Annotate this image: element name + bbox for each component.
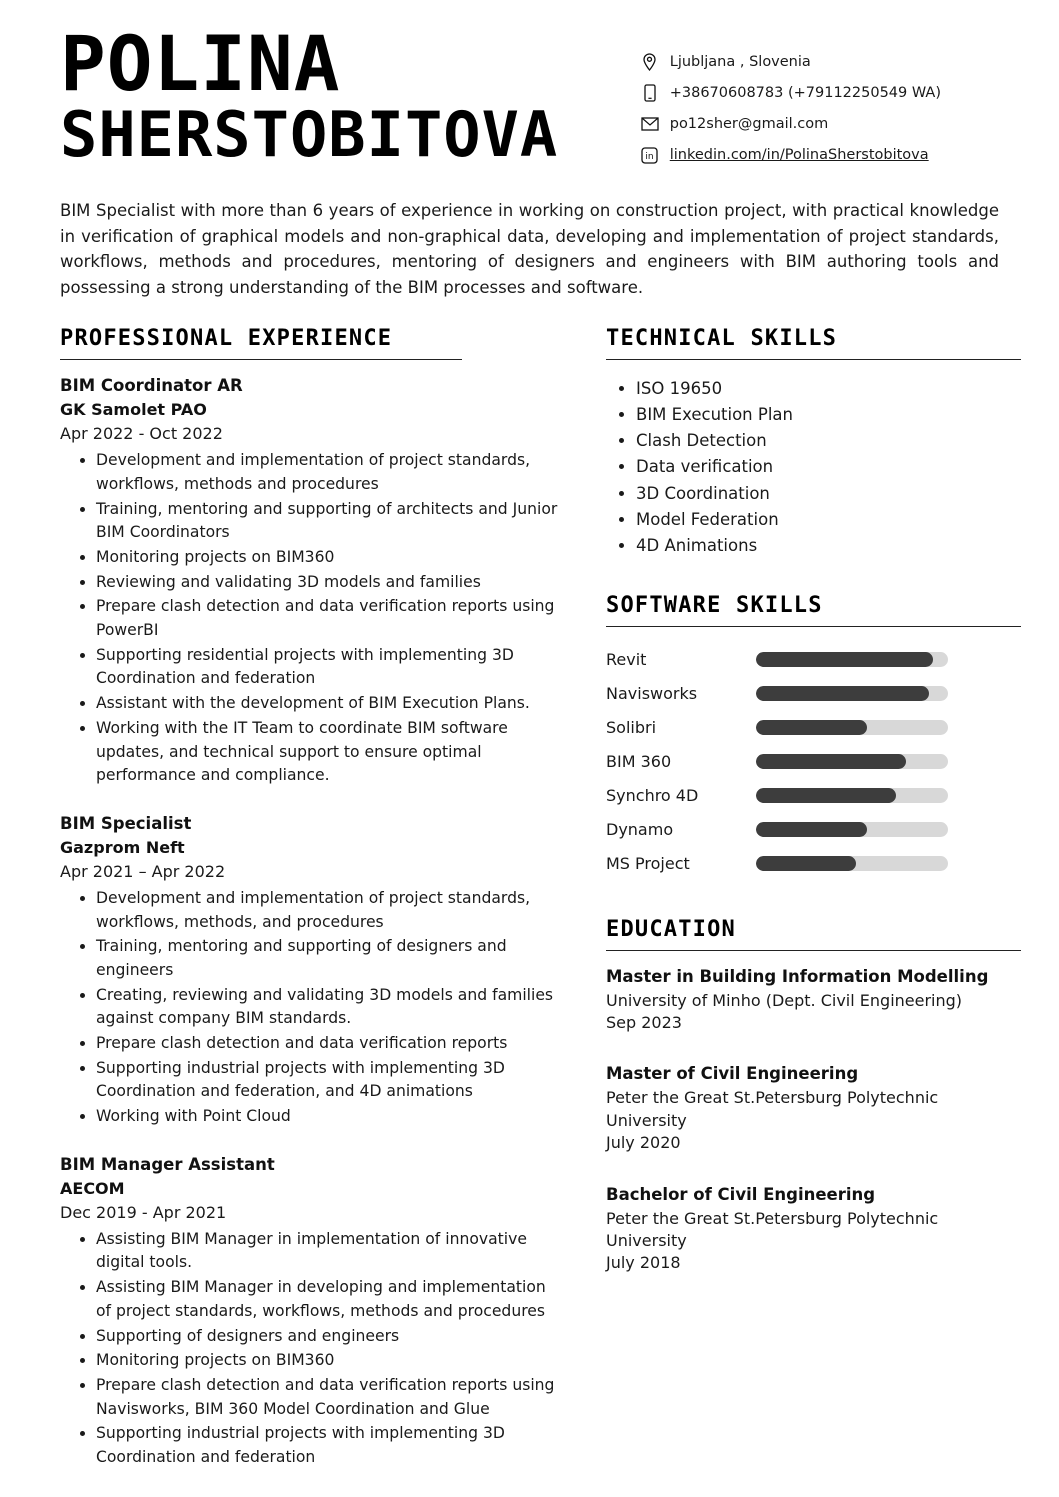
job-bullet: • Prepare clash detection and data verification reports [96, 1032, 562, 1056]
technical-skill-item: • 3D Coordination [636, 481, 1021, 507]
software-skill-fill [756, 856, 856, 871]
contact-phone-text: +38670608783 (+79112250549 WA) [669, 84, 941, 101]
software-skills-list [606, 643, 1021, 881]
contact-location [640, 52, 941, 72]
section-divider [606, 950, 1021, 951]
education-school: University of Minho (Dept. Civil Engineering) [606, 990, 963, 1010]
software-skill-fill [756, 686, 929, 701]
education-item [606, 1185, 1021, 1275]
software-skill-name: Dynamo [606, 820, 674, 840]
job-bullet: • Assisting BIM Manager in implementation of innovative digital tools. [96, 1228, 562, 1275]
education-item [606, 1064, 1021, 1154]
experience-item [60, 1155, 562, 1470]
section-divider [60, 359, 462, 360]
software-skill-fill [756, 822, 867, 837]
software-skill-row [606, 677, 1021, 711]
profile-summary: BIM Specialist with more than 6 years of experience in working on construction project, with practical knowledge in verification of graphical models and non-graphical data, developing and implementation of project standards, workflows, methods and procedures, mentoring of designers and engineers with BIM authoring tools and possessing a strong understanding of the BIM processes and software. [60, 201, 999, 297]
software-skill-fill [756, 652, 933, 667]
job-bullet: • Working with Point Cloud [96, 1105, 562, 1129]
section-title-technical-skills: TECHNICAL SKILLS [606, 326, 838, 352]
experience-item [60, 376, 562, 788]
job-bullet: • Development and implementation of project standards, workflows, methods and procedures [96, 449, 562, 496]
job-title: BIM Manager Assistant [60, 1154, 275, 1174]
job-title: BIM Specialist [60, 813, 192, 833]
software-skill-bar [756, 720, 948, 735]
software-skill-fill [756, 754, 906, 769]
section-title-experience: PROFESSIONAL EXPERIENCE [60, 326, 393, 352]
technical-skill-item: • Model Federation [636, 507, 1021, 533]
technical-skill-item: • Clash Detection [636, 428, 1021, 454]
technical-skill-item: • ISO 19650 [636, 376, 1021, 402]
job-dates: Apr 2021 – Apr 2022 [60, 861, 226, 881]
job-bullets [60, 887, 562, 1129]
left-column [60, 326, 562, 1495]
contact-phone [640, 83, 941, 103]
technical-skills-list [606, 376, 1021, 558]
job-bullet: • Supporting residential projects with implementing 3D Coordination and federation [96, 644, 562, 691]
candidate-name [60, 19, 559, 171]
section-divider [606, 626, 1021, 627]
job-bullet: • Reviewing and validating 3D models and families [96, 571, 562, 595]
contact-linkedin[interactable] [640, 145, 941, 165]
education-degree: Master in Building Information Modelling [606, 966, 989, 986]
software-skill-bar [756, 822, 948, 837]
education-degree: Bachelor of Civil Engineering [606, 1184, 876, 1204]
svg-text:in: in [645, 151, 654, 162]
job-company: GK Samolet PAO [60, 400, 207, 420]
software-skill-name: Revit [606, 650, 647, 670]
linkedin-icon [640, 145, 660, 165]
software-skill-row [606, 745, 1021, 779]
job-bullet: • Prepare clash detection and data verification reports using PowerBI [96, 595, 562, 642]
software-skill-name: MS Project [606, 854, 690, 874]
software-skill-name: BIM 360 [606, 752, 672, 772]
job-dates: Apr 2022 - Oct 2022 [60, 424, 223, 444]
phone-icon [640, 83, 660, 103]
software-skill-fill [756, 788, 896, 803]
education-degree: Master of Civil Engineering [606, 1064, 859, 1084]
first-name: POLINA [60, 19, 341, 108]
job-bullet: • Development and implementation of project standards, workflows, methods, and procedures [96, 887, 562, 934]
section-title-software-skills: SOFTWARE SKILLS [606, 592, 823, 618]
contact-location-text: Ljubljana , Slovenia [669, 53, 811, 70]
contact-email [640, 114, 941, 134]
software-skill-bar [756, 754, 948, 769]
job-title: BIM Coordinator AR [60, 376, 243, 396]
section-title-education: EDUCATION [606, 916, 737, 942]
technical-skill-item: • BIM Execution Plan [636, 402, 1021, 428]
job-bullet: • Monitoring projects on BIM360 [96, 546, 562, 570]
last-name: SHERSTOBITOVA [60, 97, 559, 171]
education-item [606, 967, 1021, 1035]
envelope-icon [640, 114, 660, 134]
software-skill-name: Synchro 4D [606, 786, 699, 806]
education-date: July 2020 [606, 1133, 681, 1153]
software-skill-row [606, 779, 1021, 813]
body-columns [60, 326, 999, 1495]
job-bullet: • Training, mentoring and supporting of designers and engineers [96, 935, 562, 982]
education-date: Sep 2023 [606, 1013, 682, 1033]
software-skill-name: Solibri [606, 718, 657, 738]
contact-email-text: po12sher@gmail.com [669, 115, 829, 132]
section-divider [606, 359, 1021, 360]
job-bullet: • Monitoring projects on BIM360 [96, 1349, 562, 1373]
software-skill-bar [756, 686, 948, 701]
job-bullet: • Supporting industrial projects with implementing 3D Coordination and federation, and 4D animations [96, 1057, 562, 1104]
job-company: Gazprom Neft [60, 837, 185, 857]
job-company: AECOM [60, 1178, 125, 1198]
software-skill-bar [756, 652, 948, 667]
software-skill-row [606, 643, 1021, 677]
technical-skill-item: • 4D Animations [636, 533, 1021, 559]
job-bullet: • Training, mentoring and supporting of architects and Junior BIM Coordinators [96, 498, 562, 545]
software-skill-bar [756, 856, 948, 871]
education-school: Peter the Great St.Petersburg Polytechnic University [606, 1208, 939, 1251]
technical-skill-item: • Data verification [636, 454, 1021, 480]
job-bullet: • Creating, reviewing and validating 3D models and families against company BIM standards. [96, 984, 562, 1031]
contact-linkedin-link[interactable]: linkedin.com/in/PolinaSherstobitova [669, 146, 929, 163]
experience-item [60, 814, 562, 1129]
job-bullet: • Assistant with the development of BIM Execution Plans. [96, 692, 562, 716]
software-skill-fill [756, 720, 867, 735]
job-bullets [60, 1228, 562, 1470]
education-date: July 2018 [606, 1253, 681, 1273]
software-skill-row [606, 813, 1021, 847]
right-column [606, 326, 1021, 1495]
software-skill-bar [756, 788, 948, 803]
software-skill-row [606, 847, 1021, 881]
job-bullet: • Supporting of designers and engineers [96, 1325, 562, 1349]
job-dates: Dec 2019 - Apr 2021 [60, 1202, 227, 1222]
resume-header [60, 19, 999, 176]
location-pin-icon [640, 52, 660, 72]
job-bullet: • Supporting industrial projects with implementing 3D Coordination and federation [96, 1422, 562, 1469]
education-school: Peter the Great St.Petersburg Polytechnic University [606, 1088, 939, 1130]
contact-block [640, 52, 941, 176]
job-bullets [60, 449, 562, 788]
job-bullet: • Prepare clash detection and data verification reports using Navisworks, BIM 360 Model Coordination and Glue [96, 1374, 562, 1421]
job-bullet: • Assisting BIM Manager in developing and implementation of project standards, workflows, methods and procedures [96, 1276, 562, 1323]
software-skill-name: Navisworks [606, 684, 698, 704]
job-bullet: • Working with the IT Team to coordinate BIM software updates, and technical support to ensure optimal performance and compliance. [96, 717, 562, 788]
software-skill-row [606, 711, 1021, 745]
